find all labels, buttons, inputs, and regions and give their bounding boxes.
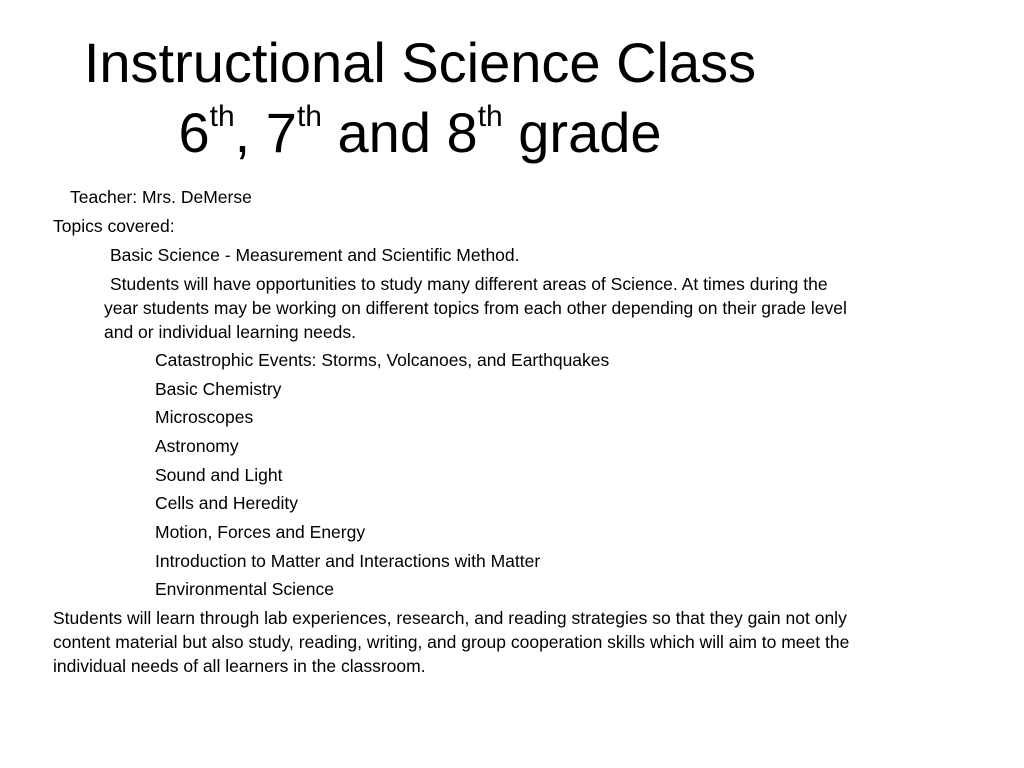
closing-paragraph: Students will learn through lab experiences, research, and reading strategies so that they gain not only content material but also study, reading, writing, and group cooperation skills which will aim to meet the individual needs of all learners in the classroom. [53, 608, 850, 676]
topic-item: Environmental Science [155, 579, 334, 599]
title-line-1: Instructional Science Class [83, 31, 757, 94]
grade-7-suffix: th [296, 100, 322, 134]
intro-paragraph: Students will have opportunities to study many different areas of Science. At times during the year students may be working on different topics from each other depending on their grade level and or individual learning needs. [104, 274, 847, 342]
grade-8-number: 8 [446, 101, 478, 164]
topics-heading: Topics covered: [53, 216, 175, 236]
topic-item: Microscopes [155, 407, 254, 427]
topic-item: Sound and Light [155, 465, 283, 485]
teacher-line: Teacher: Mrs. DeMerse [70, 187, 252, 207]
grade-6-suffix: th [209, 100, 235, 134]
basic-science-line: Basic Science - Measurement and Scientific Method. [110, 245, 520, 265]
title-grade-word: grade [502, 101, 662, 164]
title-and-word: and [321, 101, 447, 164]
slide-title [0, 28, 840, 168]
topic-item: Motion, Forces and Energy [155, 522, 366, 542]
topic-item: Catastrophic Events: Storms, Volcanoes, and Earthquakes [155, 350, 610, 370]
title-separator: , [234, 101, 266, 164]
grade-8-suffix: th [477, 100, 503, 134]
topic-item: Cells and Heredity [155, 493, 298, 513]
topic-item: Astronomy [155, 436, 239, 456]
topic-item: Basic Chemistry [155, 379, 282, 399]
title-line-2 [178, 101, 661, 164]
grade-6-number: 6 [178, 101, 210, 164]
topic-item: Introduction to Matter and Interactions with Matter [155, 551, 541, 571]
grade-7-number: 7 [265, 101, 297, 164]
